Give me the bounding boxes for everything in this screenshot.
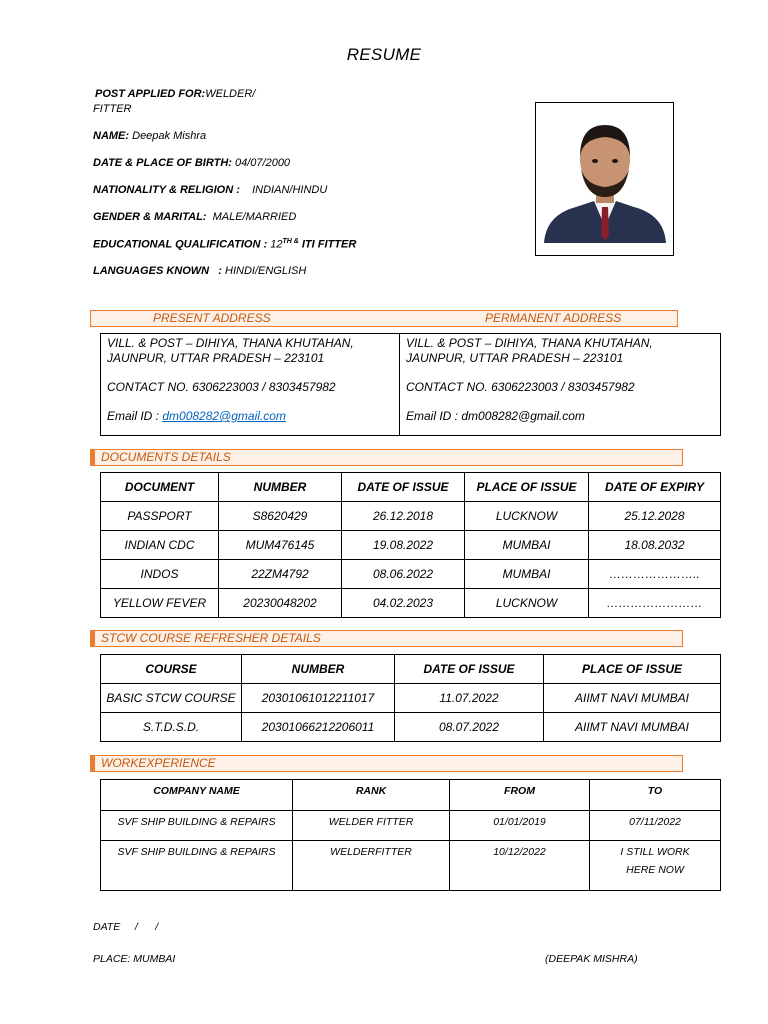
work-cell: SVF SHIP BUILDING & REPAIRS xyxy=(101,841,293,891)
work-section-title: WORKEXPERIENCE xyxy=(90,755,683,772)
gender-value: MALE/MARRIED xyxy=(212,211,297,223)
work-cell: SVF SHIP BUILDING & REPAIRS xyxy=(101,811,293,841)
doc-cell: 18.08.2032 xyxy=(589,531,721,560)
work-cell: 07/11/2022 xyxy=(590,811,721,841)
resume-title: RESUME xyxy=(346,45,422,64)
education-value-post: ITI FITTER xyxy=(301,238,357,251)
post-applied xyxy=(95,88,255,100)
work-header-row xyxy=(101,780,721,811)
stcw-header-number: NUMBER xyxy=(242,655,395,684)
doc-cell: 04.02.2023 xyxy=(342,589,465,618)
work-cell: 10/12/2022 xyxy=(450,841,590,891)
nationality-row xyxy=(93,184,327,196)
work-cell: WELDERFITTER xyxy=(293,841,450,891)
doc-cell: PASSPORT xyxy=(101,502,219,531)
stcw-cell: AIIMT NAVI MUMBAI xyxy=(544,713,721,742)
doc-cell: 20230048202 xyxy=(219,589,342,618)
present-email-label: Email ID : xyxy=(107,409,163,423)
present-address-line2: JAUNPUR, UTTAR PRADESH – 223101 xyxy=(107,351,325,365)
doc-cell: INDOS xyxy=(101,560,219,589)
post-applied-value: WELDER/ xyxy=(205,88,256,100)
doc-header-document: DOCUMENT xyxy=(101,473,219,502)
work-header-from: FROM xyxy=(450,780,590,811)
work-cell: WELDER FITTER xyxy=(293,811,450,841)
present-email-row xyxy=(107,409,393,424)
work-header-to: TO xyxy=(590,780,721,811)
address-header-bar xyxy=(90,310,678,327)
table-row xyxy=(101,811,721,841)
doc-cell: 22ZM4792 xyxy=(219,560,342,589)
name-value: Deepak Mishra xyxy=(132,130,207,142)
work-table xyxy=(100,779,721,891)
table-row xyxy=(101,684,721,713)
languages-row xyxy=(93,265,306,277)
name-label: NAME: xyxy=(93,130,130,142)
education-label: EDUCATIONAL QUALIFICATION : xyxy=(93,238,268,251)
doc-cell: 19.08.2022 xyxy=(342,531,465,560)
stcw-cell: 08.07.2022 xyxy=(395,713,544,742)
permanent-email-row xyxy=(406,409,714,424)
stcw-cell: S.T.D.S.D. xyxy=(101,713,242,742)
table-row xyxy=(101,589,721,618)
doc-cell: MUMBAI xyxy=(465,531,589,560)
date-label: DATE xyxy=(93,921,121,933)
doc-cell: YELLOW FEVER xyxy=(101,589,219,618)
table-row xyxy=(101,841,721,891)
permanent-address-line2: JAUNPUR, UTTAR PRADESH – 223101 xyxy=(406,351,624,365)
present-contact: CONTACT NO. 6306223003 / 8303457982 xyxy=(107,380,336,394)
doc-header-number: NUMBER xyxy=(219,473,342,502)
date-sep2: / xyxy=(155,921,159,933)
stcw-header-course: COURSE xyxy=(101,655,242,684)
stcw-cell: AIIMT NAVI MUMBAI xyxy=(544,684,721,713)
gender-label: GENDER & MARITAL: xyxy=(93,211,207,223)
nationality-value: INDIAN/HINDU xyxy=(252,184,328,196)
table-row xyxy=(101,713,721,742)
permanent-email: dm008282@gmail.com xyxy=(461,409,585,423)
dob-label: DATE & PLACE OF BIRTH: xyxy=(93,157,232,169)
work-header-rank: RANK xyxy=(293,780,450,811)
stcw-cell: BASIC STCW COURSE xyxy=(101,684,242,713)
present-address-cell xyxy=(101,334,400,436)
permanent-address-cell xyxy=(400,334,721,436)
present-address-line1: VILL. & POST – DIHIYA, THANA KHUTAHAN, xyxy=(107,336,354,350)
doc-cell: MUMBAI xyxy=(465,560,589,589)
nationality-label: NATIONALITY & RELIGION : xyxy=(93,184,240,196)
stcw-section-title: STCW COURSE REFRESHER DETAILS xyxy=(90,630,683,647)
present-email-link[interactable]: dm008282@gmail.com xyxy=(162,409,286,423)
languages-sep: : xyxy=(218,265,222,277)
work-header-company: COMPANY NAME xyxy=(101,780,293,811)
languages-label: LANGUAGES KNOWN xyxy=(93,265,210,277)
signature-name: (DEEPAK MISHRA) xyxy=(545,953,638,965)
stcw-header-row xyxy=(101,655,721,684)
doc-header-date-of-issue: DATE OF ISSUE xyxy=(342,473,465,502)
person-portrait-icon xyxy=(536,103,673,255)
stcw-cell: 11.07.2022 xyxy=(395,684,544,713)
doc-cell: ………………….. xyxy=(589,560,721,589)
permanent-address-header: PERMANENT ADDRESS xyxy=(485,311,622,325)
place: PLACE: MUMBAI xyxy=(93,953,176,965)
table-row xyxy=(101,531,721,560)
stcw-header-place-of-issue: PLACE OF ISSUE xyxy=(544,655,721,684)
documents-section-title: DOCUMENTS DETAILS xyxy=(90,449,683,466)
post-applied-value-line2: FITTER xyxy=(93,103,132,115)
dob-row xyxy=(93,157,290,169)
languages-value: HINDI/ENGLISH xyxy=(225,265,307,277)
education-sup: TH & xyxy=(282,238,299,245)
doc-cell: …………………… xyxy=(589,589,721,618)
doc-cell: INDIAN CDC xyxy=(101,531,219,560)
documents-table xyxy=(100,472,721,618)
doc-cell: S8620429 xyxy=(219,502,342,531)
name-row xyxy=(93,130,206,142)
education-value: 12 xyxy=(270,238,283,251)
dob-value: 04/07/2000 xyxy=(235,157,291,169)
work-cell: 01/01/2019 xyxy=(450,811,590,841)
stcw-table xyxy=(100,654,721,742)
documents-header-row xyxy=(101,473,721,502)
date-sep1: / xyxy=(134,921,138,933)
table-row xyxy=(101,560,721,589)
date-row xyxy=(93,921,158,933)
education-row xyxy=(93,238,356,251)
post-applied-label: POST APPLIED FOR: xyxy=(95,88,206,100)
doc-cell: 08.06.2022 xyxy=(342,560,465,589)
doc-cell: LUCKNOW xyxy=(465,589,589,618)
stcw-header-date-of-issue: DATE OF ISSUE xyxy=(395,655,544,684)
address-table xyxy=(100,333,721,436)
doc-header-date-of-expiry: DATE OF EXPIRY xyxy=(589,473,721,502)
stcw-cell: 20301066212206011 xyxy=(242,713,395,742)
doc-cell: 26.12.2018 xyxy=(342,502,465,531)
work-cell: I STILL WORK HERE NOW xyxy=(590,841,721,891)
gender-row xyxy=(93,211,296,223)
table-row xyxy=(101,502,721,531)
doc-cell: MUM476145 xyxy=(219,531,342,560)
permanent-contact: CONTACT NO. 6306223003 / 8303457982 xyxy=(406,380,635,394)
stcw-cell: 20301061012211017 xyxy=(242,684,395,713)
profile-photo xyxy=(535,102,674,256)
permanent-email-label: Email ID : xyxy=(406,409,462,423)
doc-header-place-of-issue: PLACE OF ISSUE xyxy=(465,473,589,502)
doc-cell: 25.12.2028 xyxy=(589,502,721,531)
permanent-address-line1: VILL. & POST – DIHIYA, THANA KHUTAHAN, xyxy=(406,336,653,350)
doc-cell: LUCKNOW xyxy=(465,502,589,531)
present-address-header: PRESENT ADDRESS xyxy=(153,311,271,325)
